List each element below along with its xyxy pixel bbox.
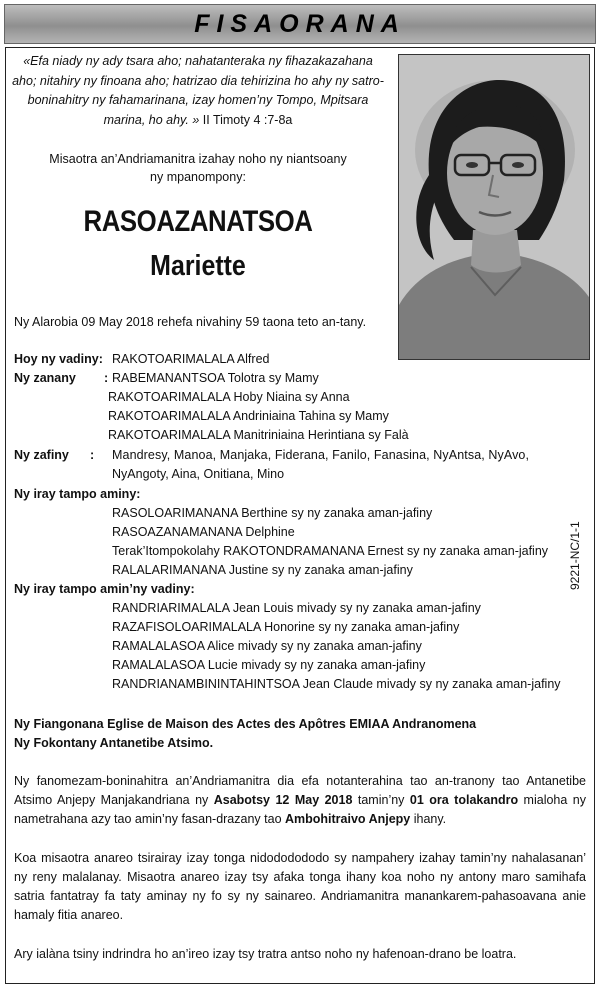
children-label: Ny zanany bbox=[14, 371, 76, 385]
funeral-time: 01 ora tolakandro bbox=[409, 793, 519, 807]
quote-text: «Efa niady ny ady tsara aho; nahatanteraka ny fihazakazahana aho; nitahiry ny finoana aho; hatrizao dia tehirizina ho ahy ny satro-boninahitry ny fahamarinana, izay homen’ny Tompo, Mpitsara marina, ho ahy. » bbox=[12, 54, 384, 127]
church-line-1: Ny Fiangonana Eglise de Maison des Actes des Apôtres EMIAA Andranomena bbox=[14, 717, 477, 731]
thanks-intro bbox=[12, 150, 384, 186]
closing-paragraph: Ary ialàna tsiny indrindra ho an’ireo izay tsy tratra antso noho ny hafenoan-drano be loatra. bbox=[14, 947, 517, 961]
in-law-entry: RANDRIARIMALALA Jean Louis mivady sy ny zanaka aman-jafiny bbox=[112, 601, 481, 615]
in-law-siblings-label: Ny iray tampo amin’ny vadiny: bbox=[14, 582, 195, 596]
funeral-text: mialoha ny nametrahana azy tao amin’ny fasan-drazany tao bbox=[14, 793, 586, 826]
child-entry: RAKOTOARIMALALA Hoby Niaina sy Anna bbox=[108, 390, 350, 404]
funeral-paragraph bbox=[14, 772, 586, 829]
gratitude-paragraph: Koa misaotra anareo tsirairay izay tonga nidododododo sy nampahery izahay tamin’ny nahalasanan’ ny reny malalanay. Misaotra anareo izay tsy afaka tonga ihany koa noho ny antony maro samihafa satria fantatray fa taty aminay ny fo sy ny sainareo. Andriamanitra manankarem-pahasoavana anie hamaly fitia anareo. bbox=[14, 851, 586, 922]
funeral-text: ihany. bbox=[410, 812, 447, 826]
church-line-2: Ny Fokontany Antanetibe Atsimo. bbox=[14, 736, 214, 750]
husband-label: Hoy ny vadiny: bbox=[14, 352, 103, 366]
bible-quote bbox=[12, 52, 384, 130]
husband-name: RAKOTOARIMALALA Alfred bbox=[112, 352, 270, 366]
death-notice: Ny Alarobia 09 May 2018 rehefa nivahiny 59 taona teto an-tany. bbox=[14, 315, 367, 329]
children-colon: : bbox=[104, 371, 109, 385]
grandchildren-label: Ny zafiny bbox=[14, 448, 69, 462]
sibling-entry: Terak’Itompokolahy RAKOTONDRAMANANA Ernest sy ny zanaka aman-jafiny bbox=[112, 544, 549, 558]
sibling-entry: RASOAZANAMANANA Delphine bbox=[112, 525, 295, 539]
funeral-place: Ambohitraivo Anjepy bbox=[285, 812, 411, 826]
in-law-entry: RAMALALASOA Alice mivady sy ny zanaka aman-jafiny bbox=[112, 639, 422, 653]
portrait-image bbox=[399, 55, 590, 360]
child-entry: RAKOTOARIMALALA Manitriniaina Herintiana sy Falà bbox=[108, 428, 409, 442]
header-band bbox=[4, 4, 596, 44]
funeral-date: Asabotsy 12 May 2018 bbox=[213, 793, 353, 807]
ad-reference-code: 9221-NC/1-1 bbox=[568, 521, 582, 590]
deceased-surname: RASOAZANATSOA bbox=[83, 205, 313, 238]
portrait-photo bbox=[398, 54, 590, 360]
in-law-entry: RAMALALASOA Lucie mivady sy ny zanaka aman-jafiny bbox=[112, 658, 426, 672]
sibling-entry: RASOLOARIMANANA Berthine sy ny zanaka aman-jafiny bbox=[112, 506, 433, 520]
grandchildren-line: NyAngoty, Aina, Onitiana, Mino bbox=[112, 467, 285, 481]
quote-reference: II Timoty 4 :7-8a bbox=[199, 112, 293, 127]
thanks-line-2: ny mpanompony: bbox=[150, 170, 246, 184]
funeral-text: Ny fanomezam-boninahitra an’Andriamanitra dia efa notanterahina tao an-tranony tao Antanetibe Atsimo Anjepy Manjakandriana ny bbox=[14, 774, 586, 807]
child-entry: RABEMANANTSOA Tolotra sy Mamy bbox=[112, 371, 319, 385]
in-law-entry: RANDRIANAMBININTAHINTSOA Jean Claude mivady sy ny zanaka aman-jafiny bbox=[112, 677, 561, 691]
grandchildren-colon: : bbox=[90, 448, 95, 462]
sibling-entry: RALALARIMANANA Justine sy ny zanaka aman-jafiny bbox=[112, 563, 413, 577]
deceased-first-name: Mariette bbox=[150, 250, 246, 282]
funeral-text: tamin’ny bbox=[352, 793, 410, 807]
thanks-line-1: Misaotra an’Andriamanitra izahay noho ny niantsoany bbox=[49, 152, 347, 166]
siblings-label: Ny iray tampo aminy: bbox=[14, 487, 141, 501]
in-law-entry: RAZAFISOLOARIMALALA Honorine sy ny zanaka aman-jafiny bbox=[112, 620, 460, 634]
grandchildren-line: Mandresy, Manoa, Manjaka, Fiderana, Fanilo, Fanasina, NyAntsa, NyAvo, bbox=[112, 448, 530, 462]
page-title: FISAORANA bbox=[194, 9, 406, 38]
child-entry: RAKOTOARIMALALA Andriniaina Tahina sy Mamy bbox=[108, 409, 389, 423]
